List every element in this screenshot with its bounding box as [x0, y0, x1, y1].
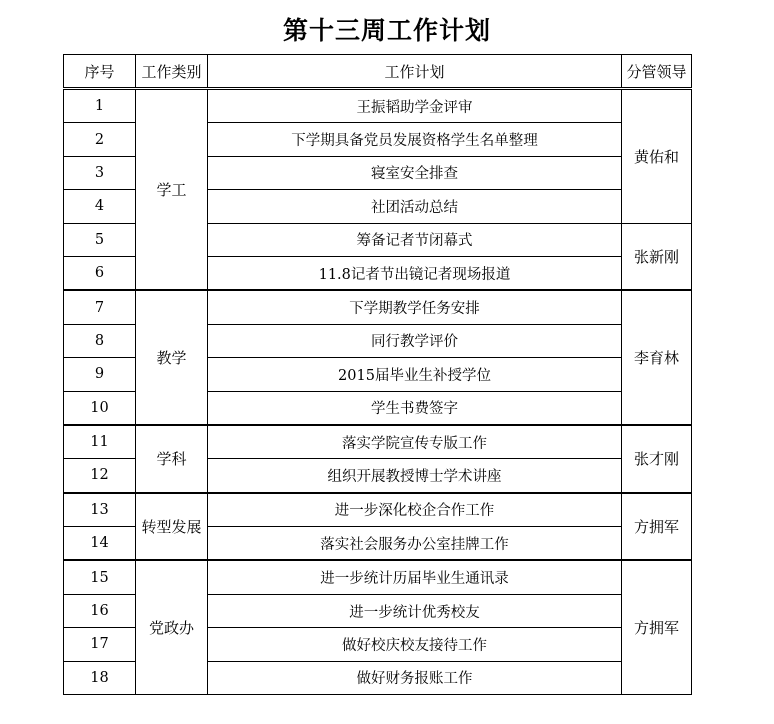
row-index: 3 [64, 156, 136, 189]
row-category: 转型发展 [136, 493, 208, 561]
row-category: 教学 [136, 290, 208, 425]
row-index: 10 [64, 391, 136, 425]
row-index: 13 [64, 493, 136, 527]
table-row [64, 493, 692, 527]
row-index: 11 [64, 425, 136, 459]
row-plan: 进一步统计优秀校友 [208, 594, 622, 627]
row-plan: 下学期具备党员发展资格学生名单整理 [208, 123, 622, 156]
row-manager: 黄佑和 [622, 89, 692, 224]
row-category: 学科 [136, 425, 208, 493]
row-plan: 做好财务报账工作 [208, 661, 622, 694]
row-plan: 做好校庆校友接待工作 [208, 628, 622, 661]
table-row [64, 290, 692, 324]
row-index: 17 [64, 628, 136, 661]
row-index: 16 [64, 594, 136, 627]
row-category: 学工 [136, 89, 208, 291]
row-manager: 张新刚 [622, 223, 692, 290]
row-plan: 寝室安全排查 [208, 156, 622, 189]
header-index: 序号 [64, 55, 136, 89]
table-row [64, 560, 692, 594]
work-plan-table [63, 54, 692, 695]
table-header-row [64, 55, 692, 89]
row-index: 18 [64, 661, 136, 694]
row-index: 5 [64, 223, 136, 256]
table-row [64, 425, 692, 459]
row-index: 1 [64, 89, 136, 123]
header-category: 工作类别 [136, 55, 208, 89]
row-index: 12 [64, 459, 136, 493]
row-index: 7 [64, 290, 136, 324]
row-plan: 筹备记者节闭幕式 [208, 223, 622, 256]
table-row [64, 89, 692, 123]
row-plan: 王振韬助学金评审 [208, 89, 622, 123]
row-plan: 11.8记者节出镜记者现场报道 [208, 256, 622, 290]
row-manager: 方拥军 [622, 493, 692, 561]
row-plan: 学生书费签字 [208, 391, 622, 425]
row-index: 8 [64, 324, 136, 357]
table-body [64, 89, 692, 695]
row-index: 15 [64, 560, 136, 594]
row-plan: 2015届毕业生补授学位 [208, 358, 622, 391]
row-plan: 社团活动总结 [208, 190, 622, 223]
row-plan: 落实社会服务办公室挂牌工作 [208, 527, 622, 561]
header-plan: 工作计划 [208, 55, 622, 89]
header-manager: 分管领导 [622, 55, 692, 89]
row-plan: 同行教学评价 [208, 324, 622, 357]
row-manager: 李育林 [622, 290, 692, 425]
page-title: 第十三周工作计划 [282, 16, 491, 45]
row-manager: 方拥军 [622, 560, 692, 694]
row-plan: 进一步深化校企合作工作 [208, 493, 622, 527]
row-plan: 落实学院宣传专版工作 [208, 425, 622, 459]
row-index: 4 [64, 190, 136, 223]
row-category: 党政办 [136, 560, 208, 694]
row-index: 6 [64, 256, 136, 290]
row-index: 2 [64, 123, 136, 156]
row-plan: 下学期教学任务安排 [208, 290, 622, 324]
row-manager: 张才刚 [622, 425, 692, 493]
row-index: 14 [64, 527, 136, 561]
row-plan: 进一步统计历届毕业生通讯录 [208, 560, 622, 594]
row-plan: 组织开展教授博士学术讲座 [208, 459, 622, 493]
row-index: 9 [64, 358, 136, 391]
